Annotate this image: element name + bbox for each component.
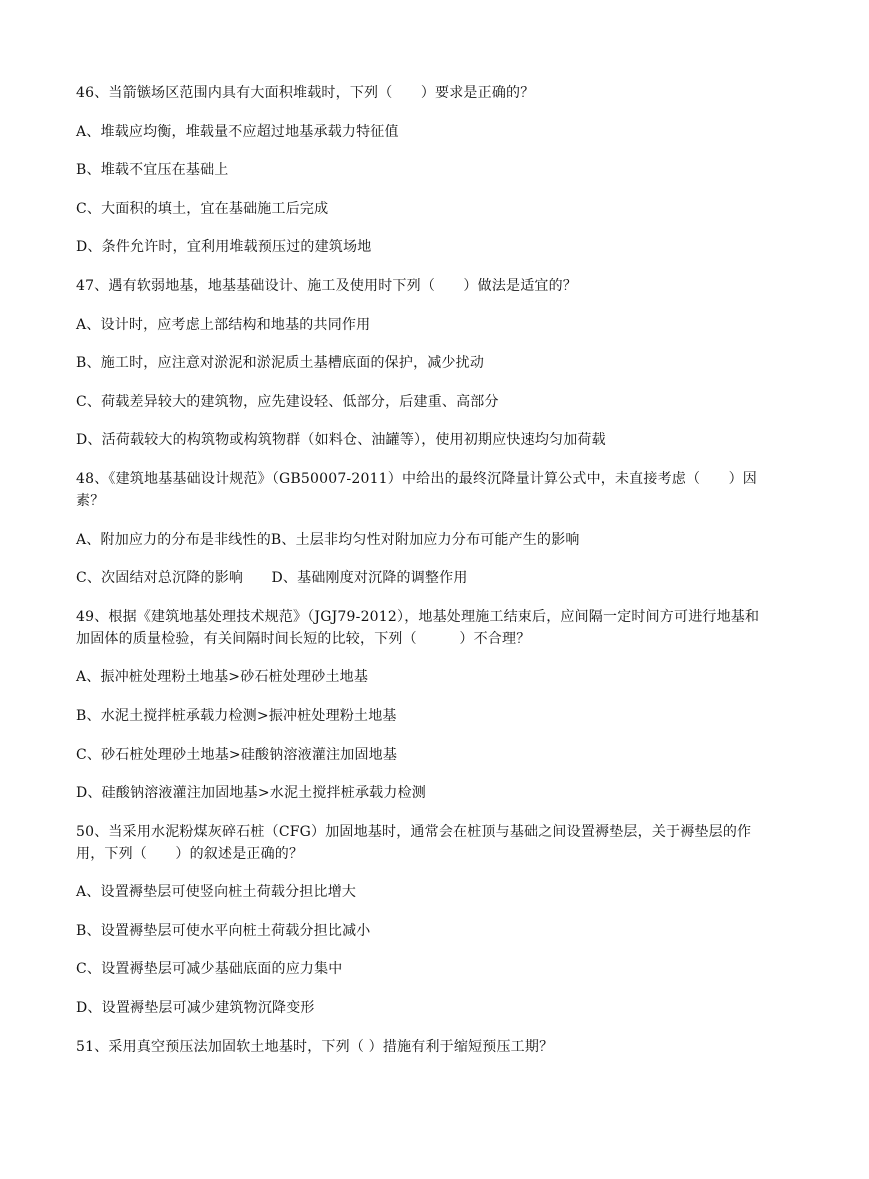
option-c: C、荷载差异较大的建筑物，应先建设轻、低部分，后建重、高部分	[76, 393, 499, 410]
option-a: A、设计时，应考虑上部结构和地基的共同作用	[76, 316, 371, 333]
question-stem: 51、采用真空预压法加固软土地基时，下列（ ）措施有利于缩短预压工期？	[76, 1038, 554, 1055]
question-stem: 48、《建筑地基基础设计规范》（GB50007-2011）中给出的最终沉降量计算公式中，未直接考虑（ ）因	[76, 470, 757, 487]
question-stem: 47、遇有软弱地基，地基基础设计、施工及使用时下列（ ）做法是适宜的？	[76, 277, 578, 294]
option-c-d: C、次固结对总沉降的影响 D、基础刚度对沉降的调整作用	[76, 570, 468, 587]
option-d: D、活荷载较大的构筑物或构筑物群（如料仓、油罐等），使用初期应快速均匀加荷载	[76, 432, 606, 449]
question-47	[76, 275, 813, 451]
option-d: D、硅酸钠溶液灌注加固地基>水泥土搅拌桩承载力检测	[76, 785, 426, 802]
option-d: D、条件允许时，宜利用堆载预压过的建筑场地	[76, 239, 372, 256]
question-stem-continued: 加固体的质量检验，有关间隔时间长短的比较，下列（ ）不合理？	[76, 630, 531, 647]
question-stem: 46、当箭镞场区范围内具有大面积堆载时，下列（ ）要求是正确的？	[76, 85, 535, 101]
question-48	[76, 468, 813, 589]
question-46	[76, 82, 813, 258]
question-49	[76, 606, 813, 804]
option-b: B、堆载不宜压在基础上	[76, 162, 229, 179]
option-a: A、振冲桩处理粉土地基>砂石桩处理砂土地基	[76, 669, 369, 686]
option-a: A、设置褥垫层可使竖向桩土荷载分担比增大	[76, 884, 357, 901]
option-a-b: A、附加应力的分布是非线性的B、土层非均匀性对附加应力分布可能产生的影响	[76, 531, 580, 548]
question-stem-continued: 素？	[76, 492, 105, 509]
option-b: B、水泥土搅拌桩承载力检测>振冲桩处理粉土地基	[76, 707, 397, 724]
option-b: B、设置褥垫层可使水平向桩土荷载分担比减小	[76, 922, 371, 939]
option-c: C、设置褥垫层可减少基础底面的应力集中	[76, 961, 343, 978]
question-50	[76, 821, 813, 1019]
option-d: D、设置褥垫层可减少建筑物沉降变形	[76, 1000, 315, 1017]
question-stem-continued: 用，下列（ ）的叙述是正确的？	[76, 845, 304, 862]
option-c: C、砂石桩处理砂土地基>硅酸钠溶液灌注加固地基	[76, 746, 398, 763]
question-stem: 49、根据《建筑地基处理技术规范》（JGJ79-2012），地基处理施工结束后，应间隔一定时间方可进行地基和	[76, 608, 760, 625]
option-c: C、大面积的填土，宜在基础施工后完成	[76, 200, 329, 217]
option-a: A、堆载应均衡，堆载量不应超过地基承载力特征值	[76, 123, 399, 140]
question-stem: 50、当采用水泥粉煤灰碎石桩（CFG）加固地基时，通常会在桩顶与基础之间设置褥垫层，关于褥垫层的作	[76, 823, 752, 840]
question-51	[76, 1036, 813, 1058]
option-b: B、施工时，应注意对淤泥和淤泥质土基槽底面的保护，减少扰动	[76, 355, 485, 372]
